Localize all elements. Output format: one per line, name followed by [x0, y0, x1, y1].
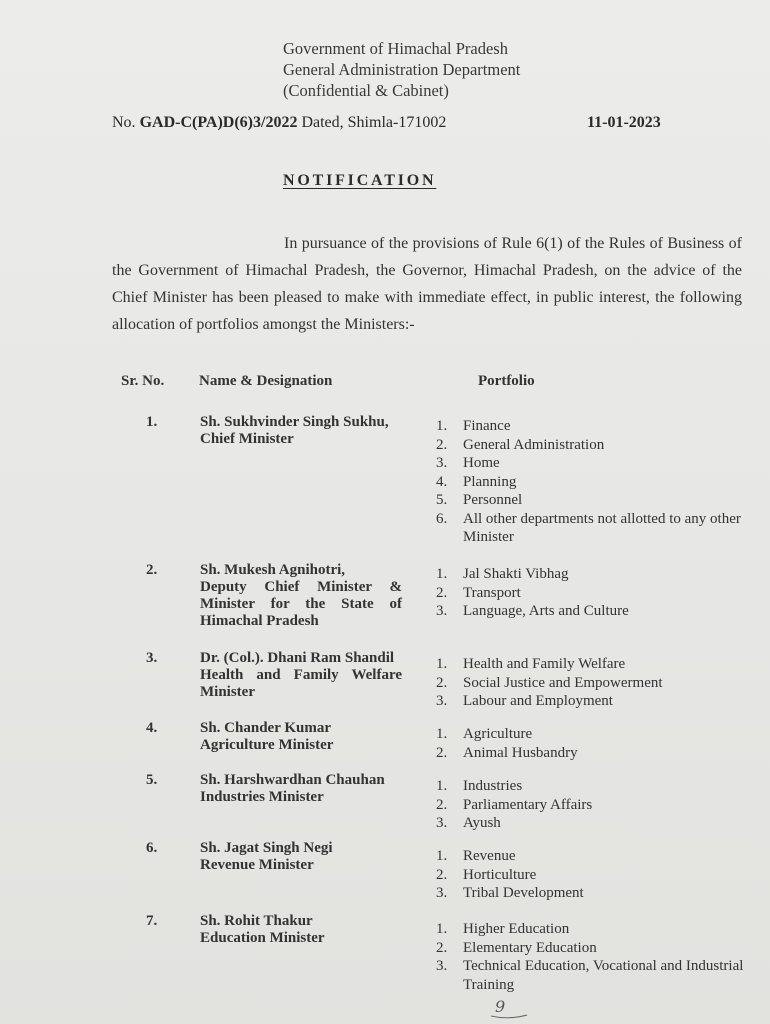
portfolio-list — [436, 847, 754, 903]
list-item: 3. Tribal Development — [436, 885, 584, 901]
portfolio-list — [436, 920, 754, 994]
portfolio-list — [436, 725, 754, 762]
list-item: 6. All other departments not allotted to any other Minister — [436, 510, 741, 545]
list-item: 3. Home — [436, 455, 500, 471]
minister-name: Sh. Sukhvinder Singh Sukhu, Chief Minister — [200, 414, 389, 447]
list-item: 1. Jal Shakti Vibhag — [436, 566, 569, 582]
notification-date: 11-01-2023 — [587, 114, 661, 131]
letterhead — [283, 38, 520, 101]
list-item: 2. Social Justice and Empowerment — [436, 674, 663, 691]
handwritten-page-number-icon — [489, 996, 529, 1020]
list-item: 3. Language, Arts and Culture — [436, 603, 629, 619]
minister-name: Sh. Mukesh Agnihotri, Deputy Chief Minister & Minister for the State of Himachal Pradesh — [200, 562, 402, 629]
letterhead-department: General Administration Department — [283, 60, 521, 79]
list-item: 2. Animal Husbandry — [436, 744, 578, 761]
letterhead-section: (Confidential & Cabinet) — [283, 81, 449, 100]
column-header-portfolio: Portfolio — [478, 373, 535, 389]
list-item: 2. Horticulture — [436, 866, 537, 883]
portfolio-list — [436, 417, 754, 547]
list-item: 3. Technical Education, Vocational and Industrial Training — [436, 958, 744, 993]
list-item: 1. Revenue — [436, 848, 516, 864]
letterhead-government: Government of Himachal Pradesh — [283, 39, 508, 58]
row-serial: 7. — [146, 913, 158, 929]
list-item: 1. Health and Family Welfare — [436, 656, 626, 672]
list-item: 4. Planning — [436, 473, 517, 490]
list-item: 2. Parliamentary Affairs — [436, 796, 593, 813]
row-serial: 3. — [146, 650, 158, 666]
portfolio-list — [436, 777, 754, 833]
minister-name: Sh. Chander Kumar Agriculture Minister — [200, 720, 334, 753]
list-item: 5. Personnel — [436, 492, 523, 508]
row-serial: 6. — [146, 840, 158, 856]
notification-title: NOTIFICATION — [283, 172, 437, 189]
column-header-sr: Sr. No. — [121, 373, 165, 389]
portfolio-list — [436, 565, 754, 621]
page-mark-text: 9 — [495, 997, 506, 1016]
notification-body: In pursuance of the provisions of Rule 6(1) of the Rules of Business of the Government of Himachal Pradesh, the Governor, Himachal Pradesh, on the advice of the Chief Minister has been pleased to make with immediate effect, in public interest, the following allocation of portfolios amongst the Ministers:- — [112, 235, 742, 333]
minister-name: Dr. (Col.). Dhani Ram Shandil Health and Family Welfare Minister — [200, 650, 402, 700]
list-item: 1. Higher Education — [436, 921, 570, 937]
list-item: 3. Labour and Employment — [436, 693, 613, 709]
list-item: 1. Finance — [436, 418, 511, 434]
list-item: 2. Transport — [436, 584, 521, 601]
minister-name: Sh. Rohit Thakur Education Minister — [200, 913, 325, 946]
column-header-name: Name & Designation — [199, 373, 333, 389]
list-item: 3. Ayush — [436, 815, 501, 831]
row-serial: 5. — [146, 772, 158, 788]
list-item: 2. Elementary Education — [436, 939, 597, 956]
reference-number: No. GAD-C(PA)D(6)3/2022 Dated, Shimla-171002 — [112, 114, 447, 131]
row-serial: 4. — [146, 720, 158, 736]
row-serial: 2. — [146, 562, 158, 578]
minister-name: Sh. Harshwardhan Chauhan Industries Minister — [200, 772, 385, 805]
list-item: 2. General Administration — [436, 436, 605, 453]
minister-name: Sh. Jagat Singh Negi Revenue Minister — [200, 840, 333, 873]
list-item: 1. Agriculture — [436, 726, 533, 742]
row-serial: 1. — [146, 414, 158, 430]
portfolio-list — [436, 655, 754, 711]
list-item: 1. Industries — [436, 778, 523, 794]
